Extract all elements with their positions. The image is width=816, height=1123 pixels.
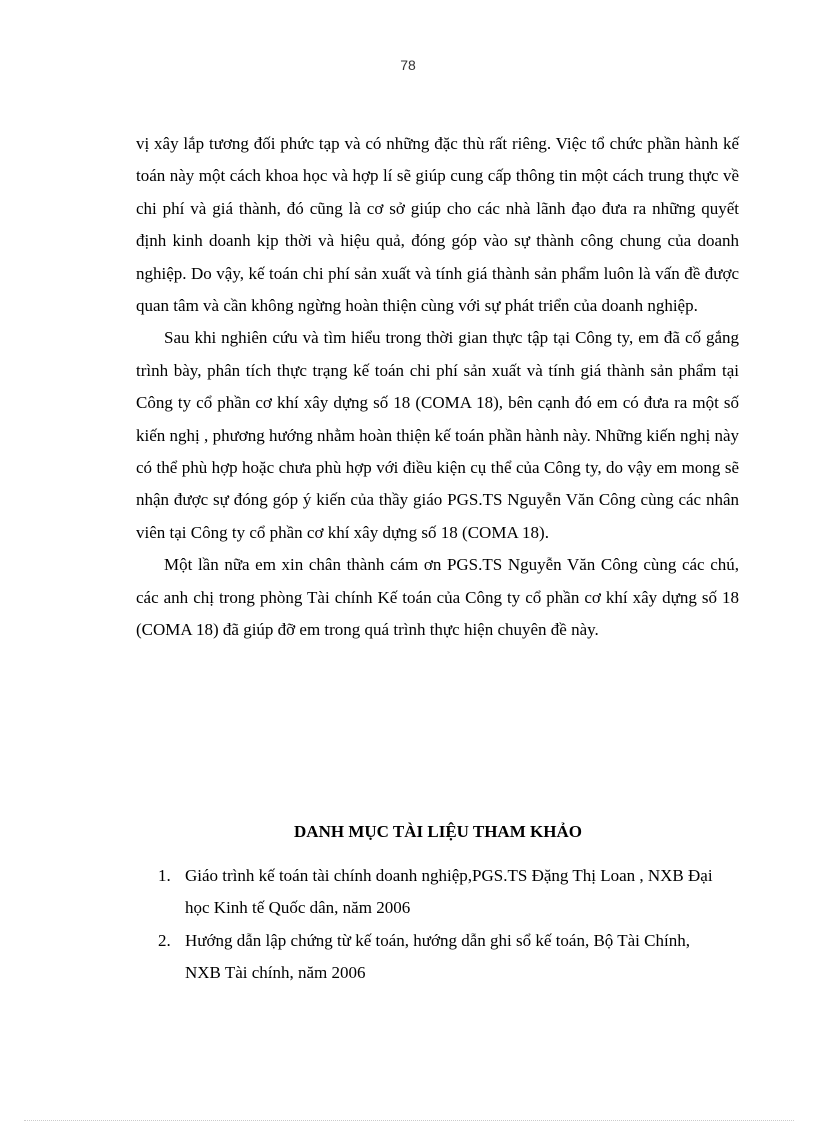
paragraph-research-summary: Sau khi nghiên cứu và tìm hiểu trong thời gian thực tập tại Công ty, em đã cố gắng trình bày, phân tích thực trạng kế toán chi phí sản xuất và tính giá thành sản phẩm tại Công ty cổ phần cơ khí xây dựng số 18 (COMA 18), bên cạnh đó em có đưa ra một số kiến nghị , phương hướng nhằm hoàn thiện kế toán phần hành này. Những kiến nghị này có thể phù hợp hoặc chưa phù hợp với điều kiện cụ thể của Công ty, do vậy em mong sẽ nhận được sự đóng góp ý kiến của thầy giáo PGS.TS Nguyễn Văn Công cùng các nhân viên tại Công ty cổ phần cơ khí xây dựng số 18 (COMA 18).: [136, 328, 739, 542]
paragraph-continuation: vị xây lắp tương đối phức tạp và có những đặc thù rất riêng. Việc tổ chức phần hành kế toán này một cách khoa học và hợp lí sẽ giúp cung cấp thông tin một cách trung thực về chi phí và giá thành, đó cũng là cơ sở giúp cho các nhà lãnh đạo đưa ra những quyết định kinh doanh kịp thời và hiệu quả, đóng góp vào sự thành công chung của doanh nghiệp. Do vậy, kế toán chi phí sản xuất và tính giá thành sản phẩm luôn là vấn đề được quan tâm và cần không ngừng hoàn thiện cùng với sự phát triển của doanh nghiệp.: [136, 134, 739, 316]
reference-item: [158, 860, 728, 925]
reference-number: 1.: [158, 866, 171, 885]
reference-text: Hướng dẫn lập chứng từ kế toán, hướng dẫn ghi sổ kế toán, Bộ Tài Chính, NXB Tài chính, năm 2006: [185, 930, 690, 983]
references-list: [158, 860, 728, 990]
references-heading: DANH MỤC TÀI LIỆU THAM KHẢO: [294, 822, 582, 841]
reference-text: Giáo trình kế toán tài chính doanh nghiệp,PGS.TS Đặng Thị Loan , NXB Đại học Kinh tế Quốc dân, năm 2006: [185, 866, 713, 918]
page-number: 78: [400, 57, 416, 73]
document-body: [136, 128, 739, 647]
page-bottom-rule: [24, 1120, 794, 1121]
reference-number: 2.: [158, 930, 171, 950]
paragraph-acknowledgement: Một lần nữa em xin chân thành cám ơn PGS.TS Nguyễn Văn Công cùng các chú, các anh chị trong phòng Tài chính Kế toán của Công ty cổ phần cơ khí xây dựng số 18 (COMA 18) đã giúp đỡ em trong quá trình thực hiện chuyên đề này.: [136, 555, 739, 640]
reference-item: [158, 925, 728, 990]
